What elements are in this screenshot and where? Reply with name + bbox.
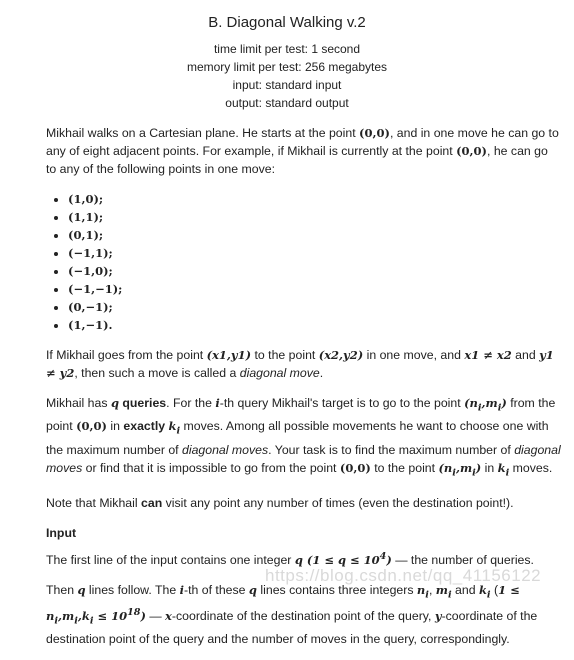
list-item: • (−1,1); <box>68 244 561 262</box>
output-spec: output: standard output <box>225 96 349 110</box>
input-spec: input: standard input <box>232 78 342 92</box>
statement-paragraph-1: Mikhail walks on a Cartesian plane. He starts at the point (0,0), and in one move he can go to any of eight adjacent points. For example, if Mikhail is currently at the point (0,0), he can go to any of the following points in one move: <box>46 126 559 176</box>
memory-limit: memory limit per test: 256 megabytes <box>186 60 388 74</box>
statement-paragraph-2: If Mikhail goes from the point (x1,y1) to the point (x2,y2) in one move, and x1 ≠ x2 and y1 ≠ y2, then such a move is called a diagonal move. <box>46 348 554 380</box>
list-item: • (0,1); <box>68 226 561 244</box>
list-item: • (−1,0); <box>68 262 561 280</box>
watermark: https://blog.csdn.net/qq_41156122 <box>265 566 542 585</box>
problem-header <box>0 0 574 112</box>
list-item: • (−1,−1); <box>68 280 561 298</box>
list-item: • (1,−1). <box>68 316 561 334</box>
input-heading: Input <box>46 525 77 540</box>
input-paragraph-1: The first line of the input contains one integer q $(1 \le q \le 10^4)$ — the number of queries. <box>46 550 534 567</box>
list-item: • (0,−1); <box>68 298 561 316</box>
list-item: • (1,0); <box>68 190 561 208</box>
input-paragraph-2: Then q lines follow. The i-th of these q lines contains three integers $n_i$, $m_i$ and $k_i$ $(1 \le n_i,m_i,k_i \le 10^{18})$ — x-coordinate of the destination point of the query, y-coordinate of the destination point of the query and the number of moves in the query, correspondingly. <box>46 582 538 647</box>
list-item: • (1,1); <box>68 208 561 226</box>
statement-paragraph-3: Mikhail has q queries. For the i-th query Mikhail's target is to go to the point $(n_i,m_i)$ from the point (0,0) in exactly $k_i$ moves. Among all possible movements he want to choose one with the maximum number of diagonal moves. Your task is to find the maximum number of diagonal moves or find that it is impossible to go from the point (0,0) to the point $(n_i,m_i)$ in $k_i$ moves. <box>46 396 561 478</box>
problem-title: B. Diagonal Walking v.2 <box>208 14 366 31</box>
statement-paragraph-4: Note that Mikhail can visit any point any number of times (even the destination point!). <box>46 495 514 510</box>
moves-list <box>46 190 561 334</box>
time-limit: time limit per test: 1 second <box>213 42 361 56</box>
